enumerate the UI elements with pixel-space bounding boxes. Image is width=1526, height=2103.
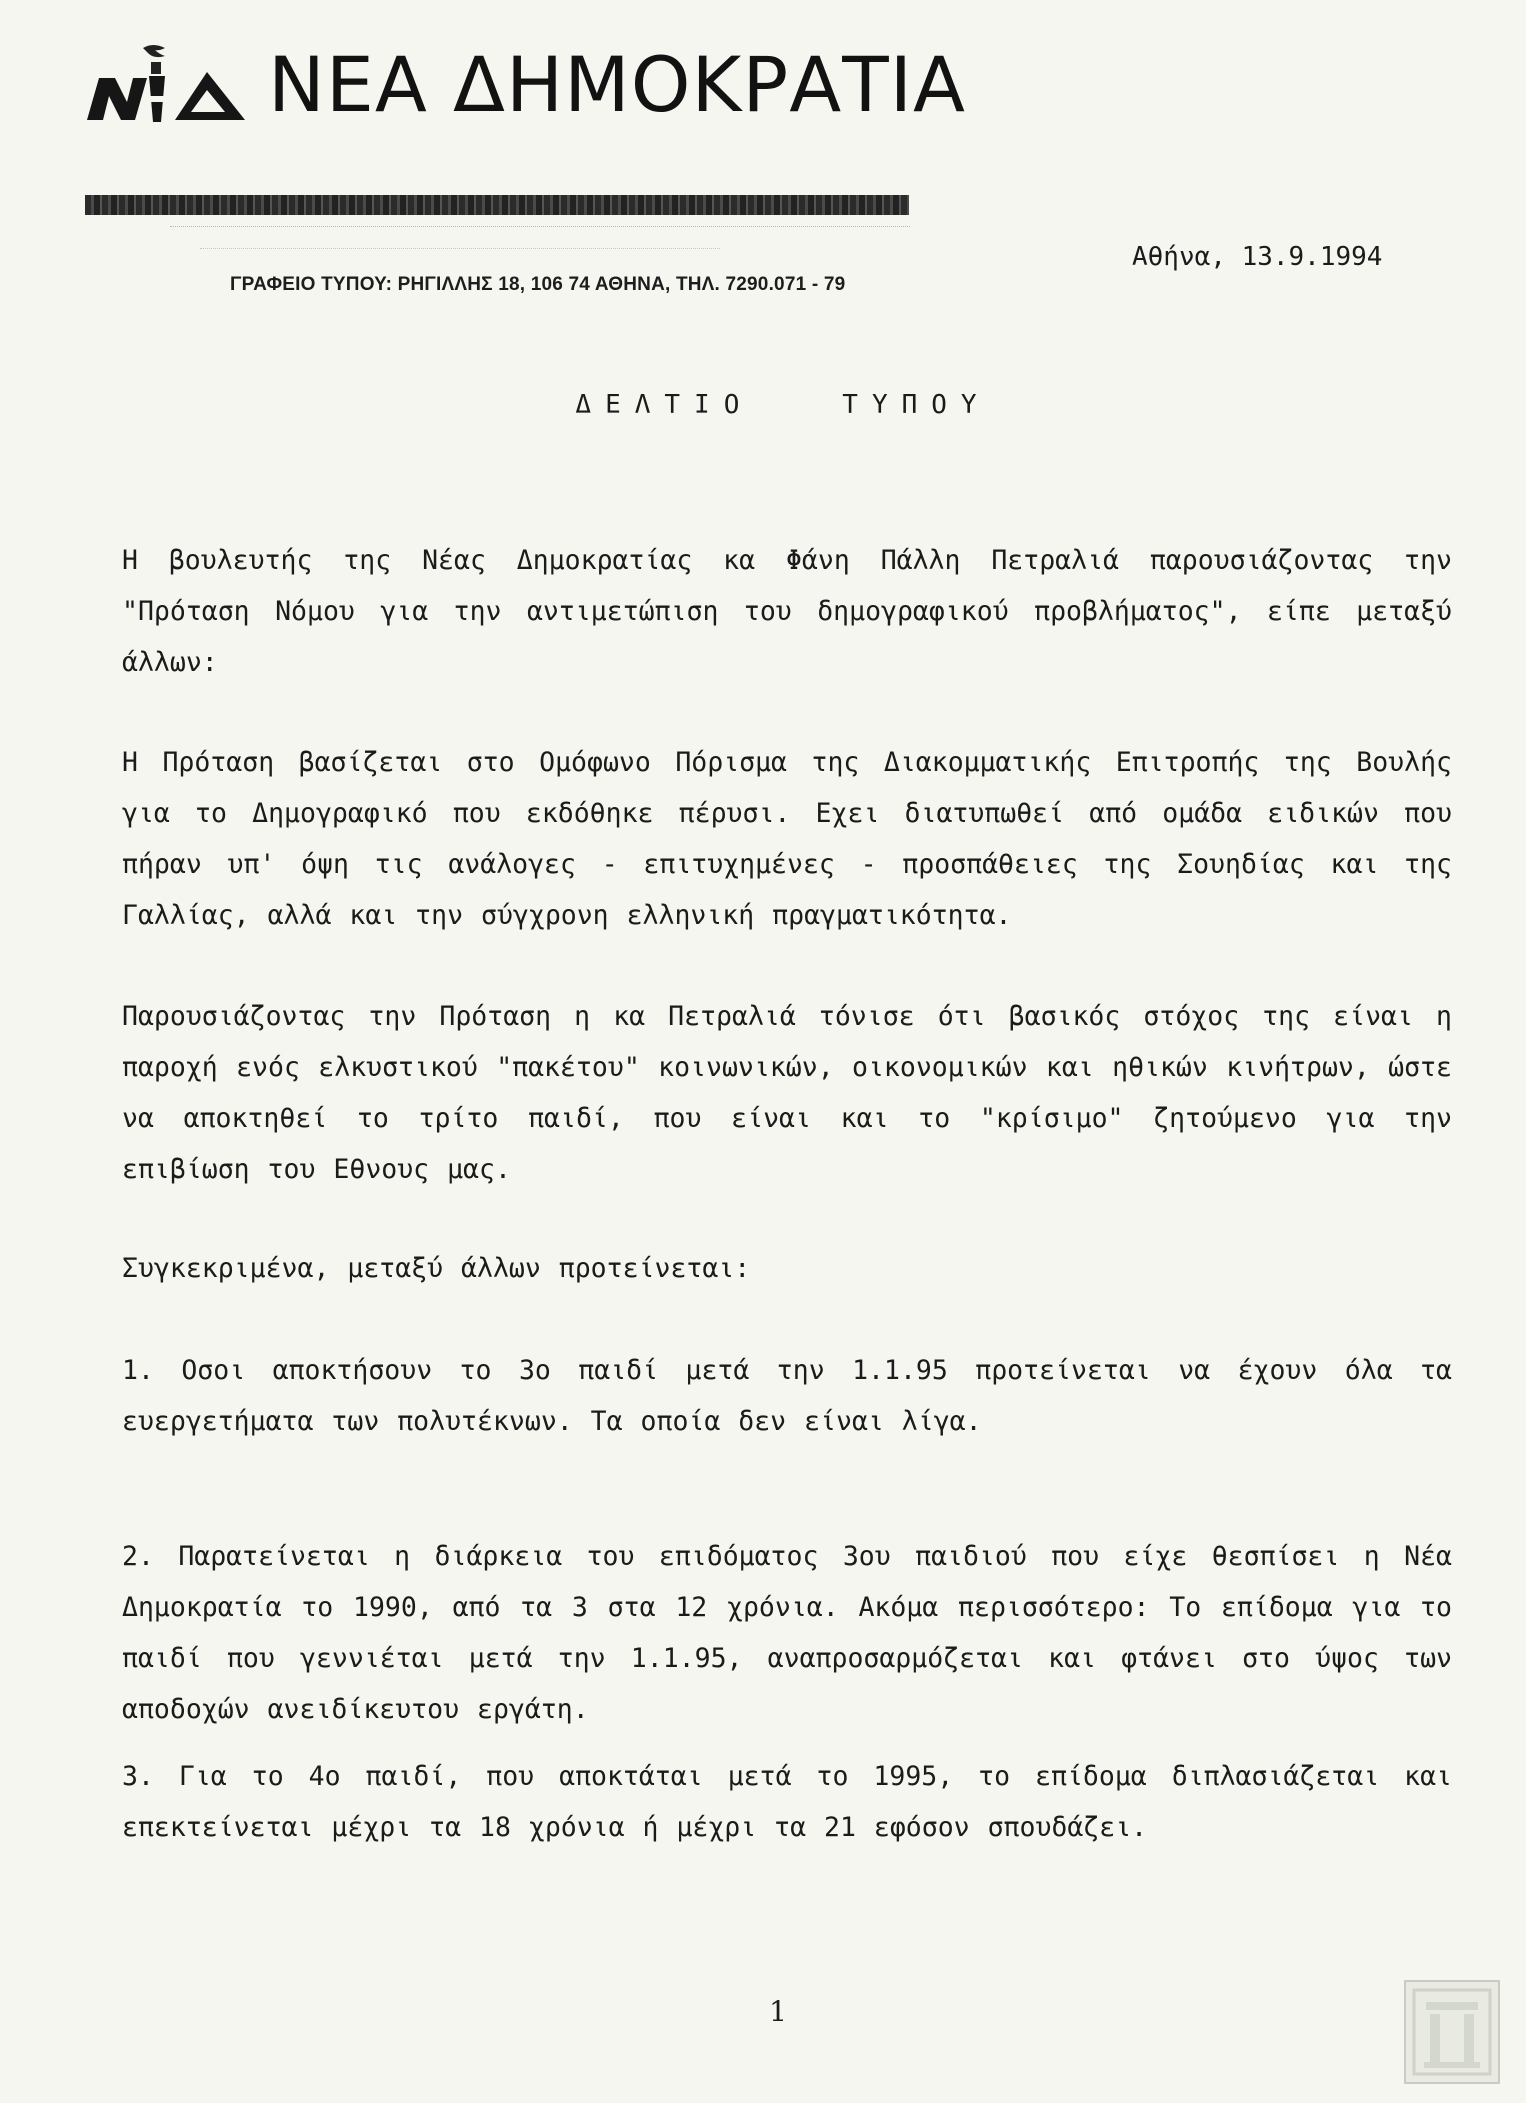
letterhead-rule-faint-lower bbox=[200, 248, 720, 251]
page-number: 1 bbox=[769, 1995, 787, 2028]
paragraph-proposals-intro: Συγκεκριμένα, μεταξύ άλλων προτείνεται: bbox=[122, 1253, 751, 1284]
paragraph-goal: Παρουσιάζοντας την Πρόταση η κα Πετραλιά τόνισε ότι βασικός στόχος της είναι η παροχή ενός ελκυστικού "πακέτου" κοινωνικών, οικονομικών και ηθικών κινήτρων, ώστε να αποκτηθεί το τρίτο παιδί, που είναι και το "κρίσιμο" ζητούμενο για την επιβίωση του Εθνους μας. bbox=[122, 1001, 1452, 1185]
list-item-3: 3. Για το 4ο παιδί, που αποκτάται μετά το 1995, το επίδομα διπλασιάζεται και επεκτείνεται μέχρι τα 18 χρόνια ή μέχρι τα 21 εφόσον σπουδάζει. bbox=[122, 1761, 1452, 1843]
document-date: Αθήνα, 13.9.1994 bbox=[1132, 242, 1383, 272]
paragraph-basis: Η Πρόταση βασίζεται στο Ομόφωνο Πόρισμα της Διακομματικής Επιτροπής της Βουλής για το Δημογραφικό που εκδόθηκε πέρυσι. Εχει διατυπωθεί από ομάδα ειδικών που πήραν υπ' όψη τις ανάλογες - επιτυχημένες - προσπάθειες της Σουηδίας και της Γαλλίας, αλλά και την σύγχρονη ελληνική πραγματικότητα. bbox=[122, 747, 1452, 931]
paragraph-intro: Η βουλευτής της Νέας Δημοκρατίας κα Φάνη Πάλλη Πετραλιά παρουσιάζοντας την "Πρόταση Νόμου για την αντιμετώπιση του δημογραφικού προβλήματος", είπε μεταξύ άλλων: bbox=[122, 545, 1452, 678]
organization-name: ΝΕΑ ΔΗΜΟΚΡΑΤΙΑ bbox=[268, 40, 967, 129]
list-item-1: 1. Οσοι αποκτήσουν το 3ο παιδί μετά την 1.1.95 προτείνεται να έχουν όλα τα ευεργετήματα των πολυτέκνων. Τα οποία δεν είναι λίγα. bbox=[122, 1355, 1452, 1437]
letterhead-rule-faint bbox=[170, 226, 910, 229]
document-title: ΔΕΛΤΙΟ ΤΥΠΟΥ bbox=[575, 390, 991, 420]
press-office-address: ΓΡΑΦΕΙΟ ΤΥΠΟΥ: ΡΗΓΙΛΛΗΣ 18, 106 74 ΑΘΗΝΑ, ΤΗΛ. 7290.071 - 79 bbox=[230, 274, 846, 295]
letterhead-rule bbox=[85, 195, 909, 215]
letterhead-logo bbox=[85, 40, 966, 130]
archive-stamp-icon bbox=[1404, 1980, 1500, 2084]
party-logo-icon bbox=[85, 40, 250, 130]
list-item-2: 2. Παρατείνεται η διάρκεια του επιδόματος 3ου παιδιού που είχε θεσπίσει η Νέα Δημοκρατία το 1990, από τα 3 στα 12 χρόνια. Ακόμα περισσότερο: Το επίδομα για το παιδί που γεννιέται μετά την 1.1.95, αναπροσαρμόζεται και φτάνει στο ύψος των αποδοχών ανειδίκευτου εργάτη. bbox=[122, 1541, 1452, 1725]
